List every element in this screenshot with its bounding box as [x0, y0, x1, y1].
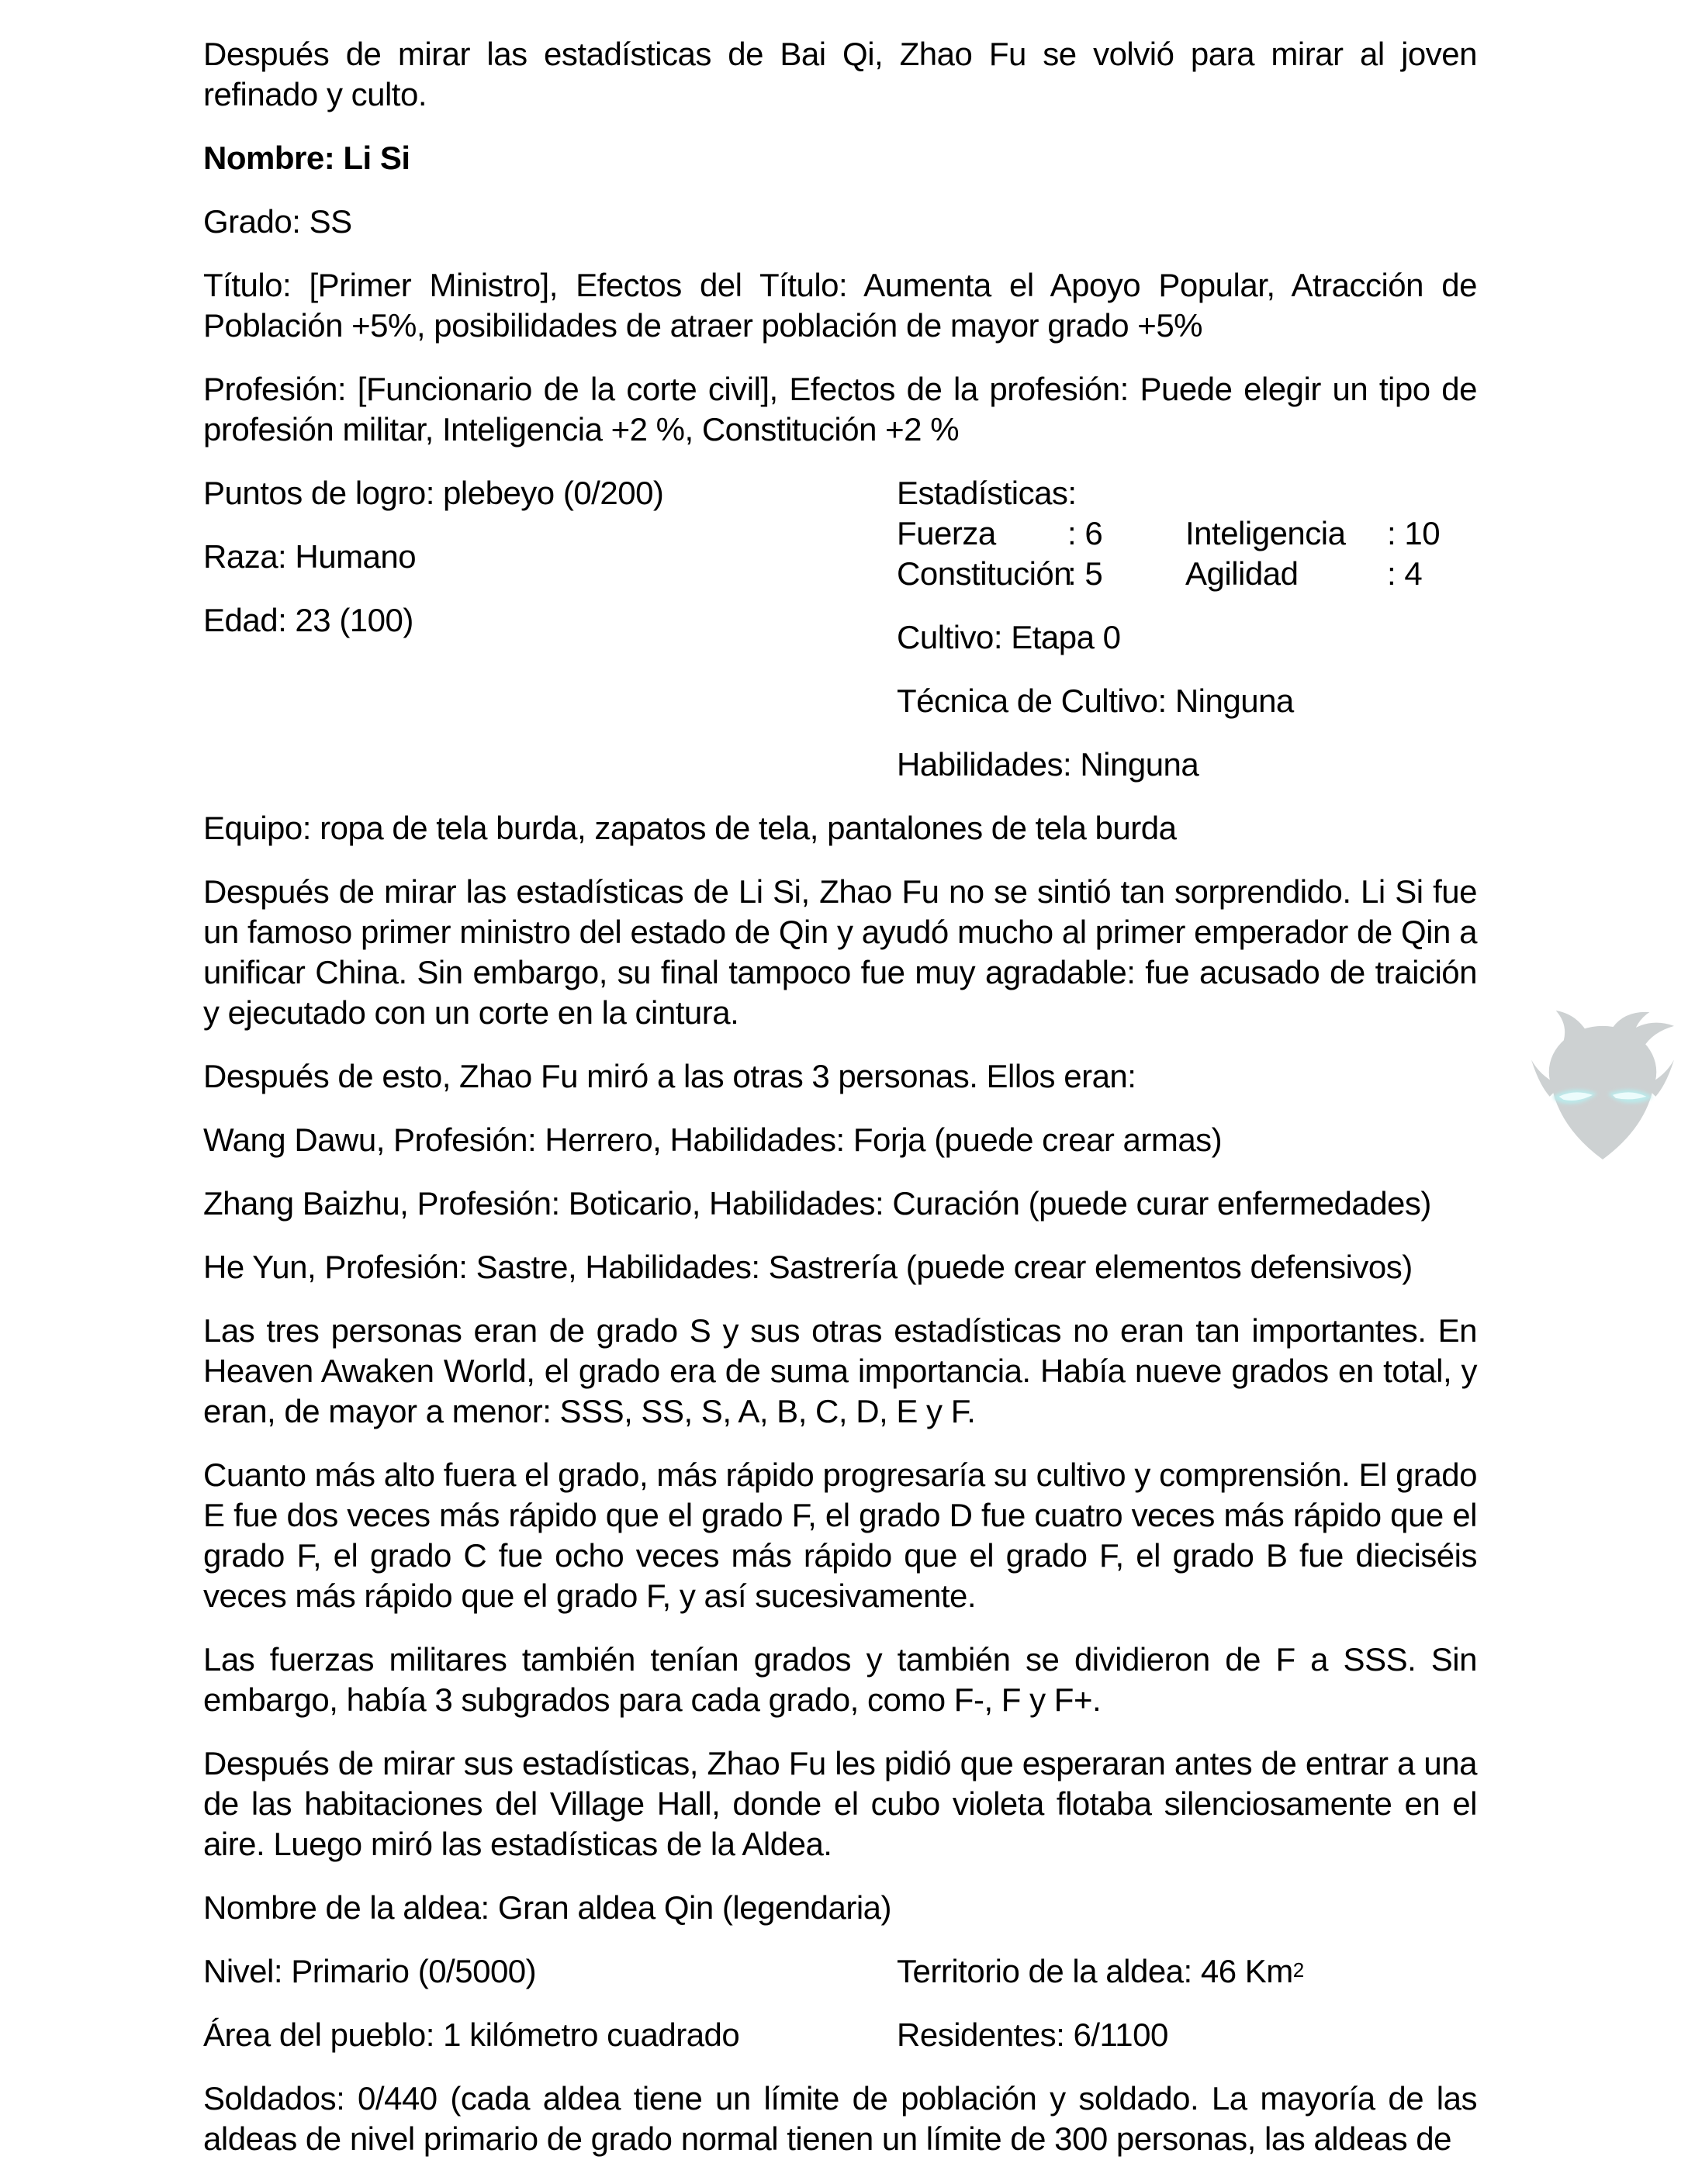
village-residents-line: Residentes: 6/1100: [897, 2016, 1168, 2053]
village-soldiers-line: Soldados: 0/440 (cada aldea tiene un límite de población y soldado. La mayoría de las aldeas de nivel primario de grado normal tienen un límite de 300 personas, las aldeas de: [203, 2080, 1477, 2157]
stat-label-fuerza: Fuerza: [897, 515, 996, 551]
character-profession-line: Profesión: [Funcionario de la corte civil], Efectos de la profesión: Puede elegir un tipo de profesión militar, Inteligencia +2 %, Constitución +2 %: [203, 371, 1477, 448]
achievement-points-line: Puntos de logro: plebeyo (0/200): [203, 475, 664, 511]
demon-eyes-glow: [1553, 1090, 1653, 1104]
character-grade-line: Grado: SS: [203, 203, 352, 240]
village-territory-text: Territorio de la aldea: 46 Km: [897, 1953, 1293, 1989]
village-row-area-residents: [203, 2015, 1477, 2055]
character-title-line: Título: [Primer Ministro], Efectos del Título: Aumenta el Apoyo Popular, Atracción de Población +5%, posibilidades de atraer población de mayor grado +5%: [203, 267, 1477, 344]
stat-label-agilidad: Agilidad: [1185, 555, 1299, 592]
demon-head-icon: [1530, 1011, 1676, 1164]
person-he-yun-line: He Yun, Profesión: Sastre, Habilidades: Sastrería (puede crear elementos defensivos): [203, 1249, 1413, 1285]
character-stats-panel: [203, 473, 1477, 785]
paragraph-grade-speed: Cuanto más alto fuera el grado, más rápido progresaría su cultivo y comprensión. El grado E fue dos veces más rápido que el grado F, el grado D fue cuatro veces más rápido que el grado F, el grado C fue ocho veces más rápido que el grado F, el grado B fue dieciséis veces más rápido que el grado F, y así sucesivamente.: [203, 1457, 1477, 1614]
paragraph-other-people: Después de esto, Zhao Fu miró a las otras 3 personas. Ellos eran:: [203, 1058, 1136, 1094]
stat-value-agilidad: : 4: [1387, 555, 1423, 592]
stat-label-inteligencia: Inteligencia: [1185, 515, 1346, 551]
village-territory-line: [897, 1951, 1477, 1992]
paragraph-li-si-review: Después de mirar las estadísticas de Li Si, Zhao Fu no se sintió tan sorprendido. Li Si fue un famoso primer ministro del estado de Qin y ayudó mucho al primer emperador de Qin a unificar China. Sin embargo, su final tampoco fue muy agradable: fue acusado de traición y ejecutado con un corte en la cintura.: [203, 873, 1477, 1031]
village-territory-superscript: 2: [1292, 1958, 1305, 1982]
village-area-line: Área del pueblo: 1 kilómetro cuadrado: [203, 2016, 740, 2053]
stat-value-inteligencia: : 10: [1387, 515, 1441, 551]
paragraph-military-grades: Las fuerzas militares también tenían grados y también se dividieron de F a SSS. Sin embargo, había 3 subgrados para cada grado, como F-, F y F+.: [203, 1641, 1477, 1718]
character-name-line: Nombre: Li Si: [203, 140, 410, 176]
paragraph-village-hall: Después de mirar sus estadísticas, Zhao Fu les pidió que esperaran antes de entrar a una de las habitaciones del Village Hall, donde el cubo violeta flotaba silenciosamente en el aire. Luego miró las estadísticas de la Aldea.: [203, 1745, 1477, 1862]
stat-label-constitucion: Constitución: [897, 555, 1072, 592]
stats-header: Estadísticas:: [897, 475, 1077, 511]
village-name-line: Nombre de la aldea: Gran aldea Qin (legendaria): [203, 1889, 892, 1926]
cultivation-line: Cultivo: Etapa 0: [897, 619, 1121, 655]
demon-head-silhouette: [1531, 1011, 1674, 1159]
stats-grid: [897, 513, 1477, 594]
cultivation-technique-line: Técnica de Cultivo: Ninguna: [897, 682, 1294, 719]
demon-eyes-core: [1559, 1092, 1647, 1101]
document-content: [203, 34, 1477, 2159]
stat-value-fuerza: : 6: [1067, 515, 1103, 551]
character-stats-left-column: [203, 473, 897, 785]
character-stats-right-column: [897, 473, 1477, 785]
village-row-level-territory: [203, 1951, 1477, 1992]
paragraph-intro: Después de mirar las estadísticas de Bai Qi, Zhao Fu se volvió para mirar al joven refinado y culto.: [203, 36, 1477, 112]
equipment-line: Equipo: ropa de tela burda, zapatos de tela, pantalones de tela burda: [203, 810, 1177, 846]
paragraph-grades-info: Las tres personas eran de grado S y sus otras estadísticas no eran tan importantes. En Heaven Awaken World, el grado era de suma importancia. Había nueve grados en total, y eran, de mayor a menor: SSS, SS, S, A, B, C, D, E y F.: [203, 1312, 1477, 1429]
stat-value-constitucion: : 5: [1067, 555, 1103, 592]
village-level-line: Nivel: Primario (0/5000): [203, 1953, 537, 1989]
age-line: Edad: 23 (100): [203, 602, 413, 638]
person-wang-dawu-line: Wang Dawu, Profesión: Herrero, Habilidades: Forja (puede crear armas): [203, 1121, 1223, 1158]
race-line: Raza: Humano: [203, 538, 417, 575]
person-zhang-baizhu-line: Zhang Baizhu, Profesión: Boticario, Habilidades: Curación (puede curar enfermedades): [203, 1185, 1431, 1222]
skills-line: Habilidades: Ninguna: [897, 746, 1199, 783]
